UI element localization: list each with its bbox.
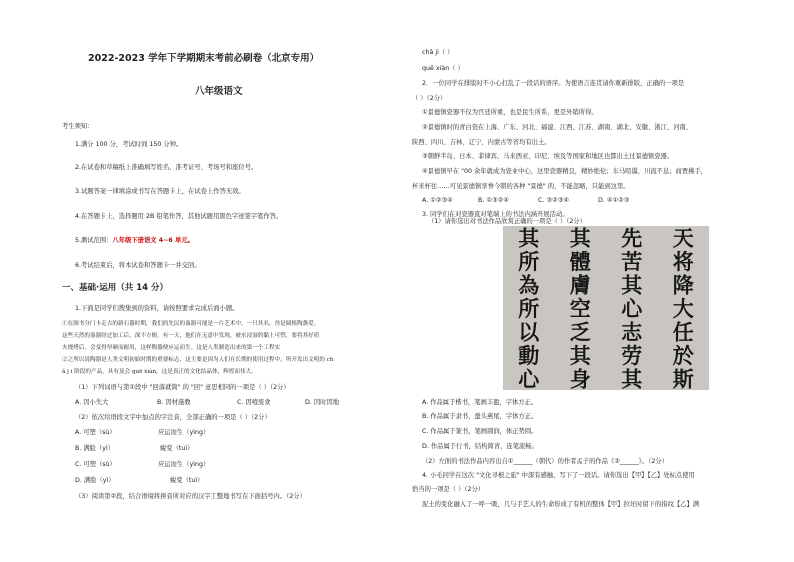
q1-1-option-b: B. 因材施教 xyxy=(157,399,191,406)
q1-1-stem: （1）下列词语与第①段中 "回落就简" 的 "回" 意思相同的一项是（ ）（2分） xyxy=(75,384,290,391)
exam-subtitle: 八年级语文 xyxy=(195,86,243,97)
q1-2-option-d-2: 蜕变（tuì） xyxy=(170,477,204,484)
calligraphy-char: 任 xyxy=(672,319,694,345)
q1-2-option-c-1: C. 可塑（sù） xyxy=(75,461,116,468)
calligraphy-char: 其 xyxy=(569,226,591,251)
calligraphy-char: 以 xyxy=(518,319,540,345)
q2-sentence-4a: ④景德镇早在 "00 余年就成为瓷业中心，这里瓷器精良，精妙绝伦；车马喧嚣，川流不息；商贾拂手， xyxy=(422,168,708,175)
q1-1-option-a: A. 因小失大 xyxy=(75,399,109,406)
calligraphy-char: 天 xyxy=(672,226,694,251)
calligraphy-char: 志 xyxy=(621,319,643,345)
q1-intro: 1.下面是同学们搜集到的资料，请按照要求完成后面小题。 xyxy=(75,305,239,312)
q1-2-option-b-1: B. 满脸（yì） xyxy=(75,445,114,452)
notice-heading: 考生须知： xyxy=(62,123,94,130)
notice-item-1: 1.满分 100 分，考试时间 150 分钟。 xyxy=(75,141,183,148)
calligraphy-char: 心 xyxy=(518,366,540,390)
q1-1-option-c: C. 因噎废食 xyxy=(237,399,271,406)
calligraphy-artwork xyxy=(503,226,709,390)
calligraphy-char: 劳 xyxy=(621,342,643,368)
q2-sentence-3: ③朝鲜半岛、日本、菲律宾、马来西亚、印尼、埃及等国家和地区也都出土过景德镇瓷器。 xyxy=(422,153,674,160)
q1-1-option-d: D. 因时因地 xyxy=(305,399,340,406)
calligraphy-char: 乏 xyxy=(569,319,591,345)
q3-1-option-c: C. 作品属于篆书，笔画圆润，体正势圆。 xyxy=(422,428,538,435)
scope-value: 八年级下册语文 4~6 单元。 xyxy=(112,237,194,244)
calligraphy-char: 為 xyxy=(518,272,540,298)
calligraphy-char: 心 xyxy=(621,296,643,321)
passage-line-1: ①在图书分门卡走吉的新石器时期，我们的先民的盔器可能是一片艺术中，一只其名，兽是圆格陶盏爱。 xyxy=(62,321,320,327)
q1-2-option-b-2: 蜕变（tuì） xyxy=(160,445,194,452)
calligraphy-char: 其 xyxy=(621,366,643,390)
notice-item-4: 4.在答题卡上，选择题用 2B 铅笔作答，其他试题用黑色字迹签字笔作答。 xyxy=(75,213,283,220)
q3-1-option-a: A. 作品属于楷书，笔画丰盈，字体方正。 xyxy=(422,399,538,406)
calligraphy-char: 将 xyxy=(672,249,694,275)
q3-intro: 3. 同学们在对瓷器直对笔端上的书法内涵开展活动。 xyxy=(422,211,569,218)
calligraphy-char: 降 xyxy=(672,272,694,298)
q2-sentence-2a: ②景德镇时的青白瓷在上海、广东、河北、福建、江西、江苏、湖南、湖北、安徽、浙江、河南、 xyxy=(422,124,693,131)
calligraphy-char: 空 xyxy=(569,296,591,321)
notice-item-3: 3.试题答案一律填涂或书写在答题卡上，在试卷上作答无效。 xyxy=(75,188,245,195)
q2-option-a: A. ①②③④ xyxy=(422,197,453,204)
calligraphy-char: 所 xyxy=(518,249,540,275)
pinyin-blank-1: chǎ ji（ ） xyxy=(422,49,454,56)
q1-2-stem: （2）依次给语段文字中加点的字注音，全部正确的一项是（ ）（2分） xyxy=(75,414,271,421)
q4-passage: 泥土的变化融入了一呼一吸，几与手艺人的生命形成了有机的整体【甲】拉坯时留下的指纹【乙】满 xyxy=(422,501,700,508)
q3-1-option-d: D. 作品属于行书，结构简省，连笔流畅。 xyxy=(422,443,538,450)
passage-line-4: ②之所以说陶器是人类文明初始时期的重要标志，这主要是因为人们在长期的使用过程中，所开发出文明的 ch xyxy=(62,357,334,363)
passage-line-5: ǎ j i 阶段的产品，具有及会 quē xiàn，这是真正的文化结晶体，辉煌而伟大。 xyxy=(62,369,257,375)
calligraphy-char: 大 xyxy=(672,296,694,321)
calligraphy-char: 其 xyxy=(621,272,643,298)
calligraphy-char: 體 xyxy=(569,249,591,275)
notice-item-5 xyxy=(75,236,194,245)
calligraphy-char: 先 xyxy=(621,226,643,251)
passage-line-3: 火烧烤后，会变得坚硬而耐用，这样陶器便应运而生。这是人类制造出来的第一个工程实 xyxy=(62,345,281,351)
calligraphy-char: 於 xyxy=(672,342,694,368)
q2-sentence-1: ①景德镇瓷器不仅为宫廷所重，也是民生所系，更是外销所得。 xyxy=(422,109,598,116)
calligraphy-char: 動 xyxy=(518,342,540,368)
q1-2-option-a-2: 应运而生（yìng） xyxy=(158,429,210,436)
q2-option-b: B. ①③②④ xyxy=(478,197,509,204)
calligraphy-char: 膚 xyxy=(569,272,591,298)
q2-sentence-4b: 杯来杯往……可见景德镇享誉今朝的各种 "景德" 的，不能忽略，只能到这里。 xyxy=(412,183,630,190)
scope-label: 5.测试范围： xyxy=(75,237,113,244)
calligraphy-image xyxy=(503,226,709,390)
calligraphy-char: 其 xyxy=(518,226,540,251)
q1-2-option-c-2: 应运而生（yìng） xyxy=(158,461,210,468)
calligraphy-char: 其 xyxy=(569,342,591,368)
q2-stem: 2．一位同学在排版时不小心打乱了一段话的语序。为使语言连贯请你重新排版，正确的一项是 xyxy=(422,80,685,87)
calligraphy-char: 斯 xyxy=(672,366,694,390)
notice-item-2: 2.在试卷和草稿纸上准确填写姓名、准考证号、考场号和座位号。 xyxy=(75,164,258,171)
q3-1-stem: （1）请你选出对书法作品欣赏正确的一项是（ ）（2分） xyxy=(428,218,586,225)
q3-1-option-b: B. 作品属于隶书，蚕头燕尾，字体方正。 xyxy=(422,413,538,420)
q1-2-option-a-1: A. 可塑（sù） xyxy=(75,429,116,436)
q2-answer-blank: （ ）（2分） xyxy=(412,95,447,102)
q2-option-d: D. ④①②③ xyxy=(598,197,630,204)
q2-option-c: C. ③②③④ xyxy=(538,197,569,204)
calligraphy-char: 所 xyxy=(518,296,540,321)
calligraphy-char: 苦 xyxy=(621,249,643,275)
q1-2-option-d-1: D. 满脸（yì） xyxy=(75,477,115,484)
pinyin-blank-2: quē xiàn（ ） xyxy=(422,65,464,72)
q3-2-stem: （2）左面的书法作品内容出自①______（朝代）的作者孟子的作品《②______》。（2分） xyxy=(422,458,668,465)
passage-line-2: 这些天然的盔器经过加工后，深不方便。有一天，他们在无意中发现，被水浸湿的黏土可塑，要将其好质 xyxy=(62,333,320,339)
q2-sentence-2b: 陕西、四川、吉林、辽宁、内蒙古等省均有出土。 xyxy=(412,139,551,146)
section-basic-usage: 一、基础·运用（共 14 分） xyxy=(62,283,168,293)
q4-stem-2: 恰当的一项是（ ）（2分） xyxy=(412,486,485,493)
exam-title: 2022-2023 学年下学期期末考前必刷卷（北京专用） xyxy=(88,53,320,64)
q1-3-stem: （3）阅读第②段，结合语境将拼音所对应的汉字工整地书写在下面括号内。（2分） xyxy=(75,493,306,500)
q4-stem-1: 4. 小毛同学在这次 "文化寻根之旅" 中深有感触，写下了一段话。请你选出【甲】【乙】处标点使用 xyxy=(422,472,695,479)
notice-item-6: 6.考试结束后，将本试卷和答题卡一并交回。 xyxy=(75,262,201,269)
calligraphy-char: 身 xyxy=(569,366,591,390)
